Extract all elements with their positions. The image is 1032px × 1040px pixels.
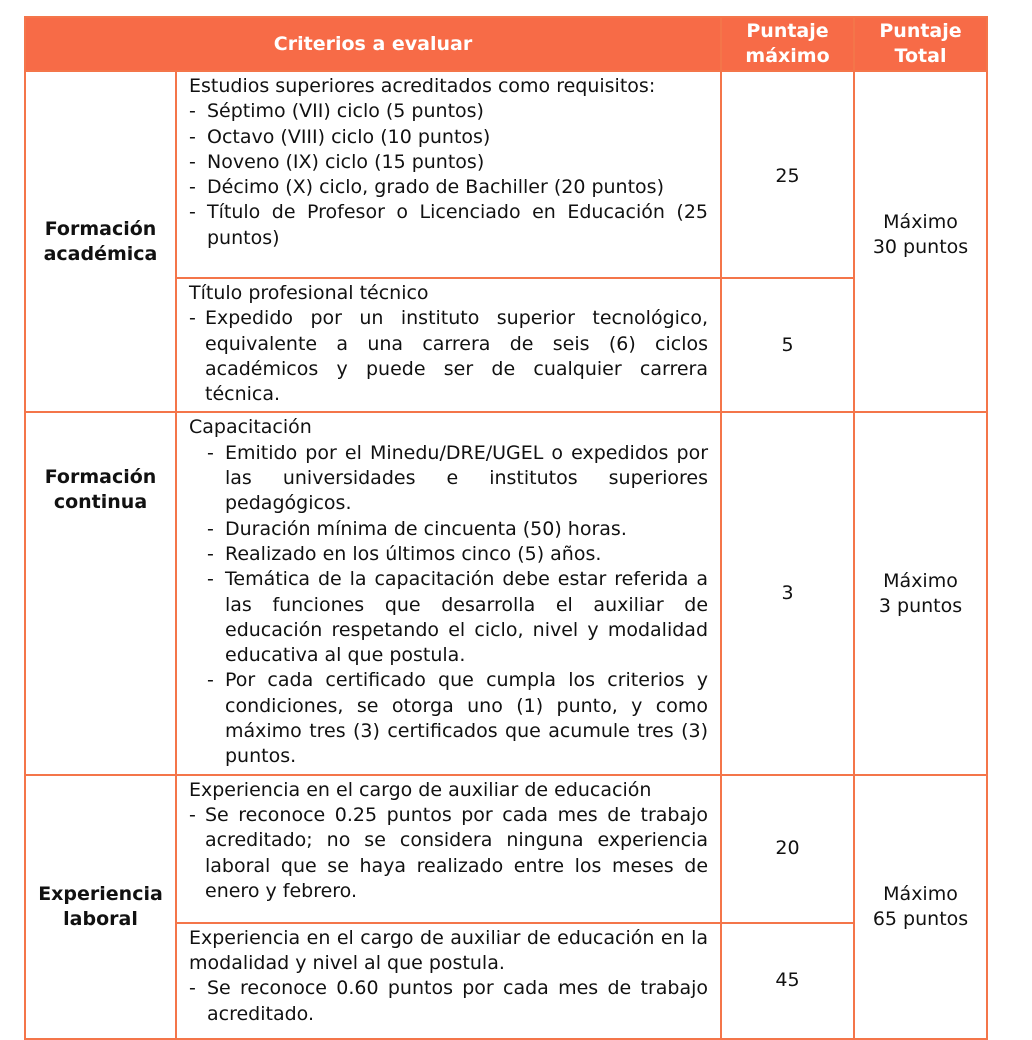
list-item: - Temática de la capacitación debe estar referida a las funciones que desarrolla el auxiliar de educación respetando el ciclo, nivel y modalidad educativa al que postula. [207,568,709,667]
table-row [25,71,987,278]
list-item: - Título de Profesor o Licenciado en Educación (25 puntos) [189,201,709,249]
category-continuing-education: Formación continua [25,412,176,774]
criteria-description: Experiencia en el cargo de auxiliar de educación en la modalidad y nivel al que postula. - Se reconoce 0.60 puntos por cada mes de trabajo acreditado. [176,923,721,1039]
max-score-value: 25 [721,71,854,278]
list-item: - Se reconoce 0.25 puntos por cada mes de trabajo acreditado; no se considera ninguna experiencia laboral que se haya realizado entre los meses de enero y febrero. [189,803,709,902]
list-item: - Octavo (VIII) ciclo (10 puntos) [189,125,491,148]
list-item: - Expedido por un instituto superior tecnológico, equivalente a una carrera de seis (6) ciclos académicos y puede ser de cualquier carrera técnica. [189,307,709,406]
evaluation-criteria-table [24,16,988,1040]
criteria-description: Capacitación - Emitido por el Minedu/DRE/UGEL o expedidos por las universidades e institutos superiores pedagógicos. - Duración mínima de cincuenta (50) horas. - Realizado en los últimos cinco (5) años. - Temática de la capacitación debe estar referida a las funciones que desarrolla el auxiliar de educación respetando el ciclo, nivel y modalidad educativa al que postula. - Por cada certificado que cumpla los criterios y condiciones, se otorga uno (1) punto, y como máximo tres (3) certificados que acumule tres (3) puntos. [176,412,721,774]
criteria-description: Estudios superiores acreditados como requisitos: - Séptimo (VII) ciclo (5 puntos) - Octavo (VIII) ciclo (10 puntos) - Noveno (IX) ciclo (15 puntos) - Décimo (X) ciclo, grado de Bachiller (20 puntos) - Título de Profesor o Licenciado en Educación (25 puntos) [176,71,721,278]
header-total-score: Puntaje Total [854,17,987,71]
list-item: - Emitido por el Minedu/DRE/UGEL o expedidos por las universidades e institutos superiores pedagógicos. [207,441,709,515]
total-score-value: Máximo 65 puntos [854,775,987,1039]
category-academic-training: Formación académica [25,71,176,412]
list-item: - Realizado en los últimos cinco (5) años. [207,542,602,565]
table-row [25,775,987,923]
max-score-value: 5 [721,278,854,412]
max-score-value: 3 [721,412,854,774]
criteria-description: Título profesional técnico - Expedido por un instituto superior tecnológico, equivalente a una carrera de seis (6) ciclos académicos y puede ser de cualquier carrera técnica. [176,278,721,412]
header-row [25,17,987,71]
header-max-score: Puntaje máximo [721,17,854,71]
criteria-description: Experiencia en el cargo de auxiliar de educación - Se reconoce 0.25 puntos por cada mes de trabajo acreditado; no se considera ninguna experiencia laboral que se haya realizado entre los meses de enero y febrero. [176,775,721,923]
table-row [25,412,987,774]
header-criteria: Criterios a evaluar [25,17,721,71]
list-item: - Duración mínima de cincuenta (50) horas. [207,517,627,540]
total-score-value: Máximo 30 puntos [854,71,987,412]
total-score-value: Máximo 3 puntos [854,412,987,774]
list-item: - Noveno (IX) ciclo (15 puntos) [189,150,485,173]
list-item: - Décimo (X) ciclo, grado de Bachiller (20 puntos) [189,176,664,199]
list-item: - Por cada certificado que cumpla los criterios y condiciones, se otorga uno (1) punto, y como máximo tres (3) certificados que acumule tres (3) puntos. [207,669,709,768]
list-item: - Se reconoce 0.60 puntos por cada mes de trabajo acreditado. [189,977,709,1025]
list-item: - Séptimo (VII) ciclo (5 puntos) [189,100,484,123]
max-score-value: 45 [721,923,854,1039]
category-work-experience: Experiencia laboral [25,775,176,1039]
max-score-value: 20 [721,775,854,923]
